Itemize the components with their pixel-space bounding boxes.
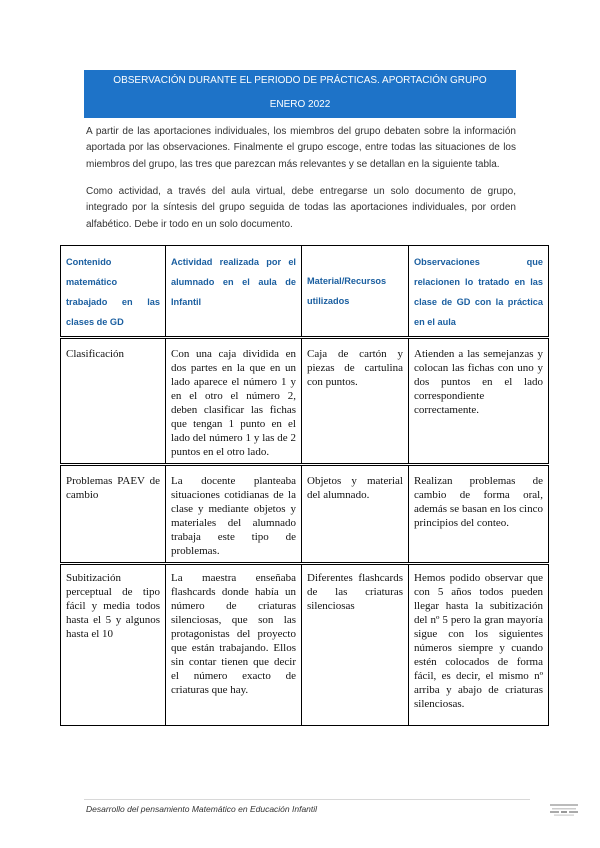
- table-cell: Objetos y material del alumnado.: [302, 465, 409, 564]
- table-cell: Con una caja dividida en dos partes en la que en un lado aparece el número 1 y en el otro el número 2, deben clasificar las fichas que tengan 1 punto en el lado del número 1 y las de 2 puntos en el otro lado.: [166, 338, 302, 465]
- footer-text: Desarrollo del pensamiento Matemático en Educación Infantil: [86, 804, 318, 814]
- footer-divider: [84, 799, 530, 800]
- table-cell: La maestra enseñaba flashcards donde había un número de criaturas silenciosas, que son las protagonistas del proyecto que están trabajando. Ellos sin contar tienen que decir el número exacto de criaturas que hay.: [166, 564, 302, 726]
- table-row: [61, 465, 549, 564]
- intro-paragraph-1: A partir de las aportaciones individuales, los miembros del grupo debaten sobre la información aportada por las observaciones. Finalmente el grupo escoge, entre todas las situaciones de los miembros del grupo, las tres que parezcan más relevantes y se detallan en la siguiente tabla.: [86, 126, 516, 170]
- intro-paragraph-2: Como actividad, a través del aula virtual, debe entregarse un solo documento de grupo, integrado por la síntesis del grupo seguida de todas las aportaciones individuales, por orden alfabético. Debe ir todo en un solo documento.: [86, 186, 516, 230]
- header-cell-material: Material/Recursos utilizados: [302, 246, 409, 338]
- table-row: [61, 564, 549, 726]
- header-title: OBSERVACIÓN DURANTE EL PERIODO DE PRÁCTICAS. APORTACIÓN GRUPO: [113, 75, 487, 86]
- table-cell: Caja de cartón y piezas de cartulina con puntos.: [302, 338, 409, 465]
- table-cell: Problemas PAEV de cambio: [61, 465, 166, 564]
- header-cell-content: Contenido matemático trabajado en las clases de GD: [61, 246, 166, 338]
- table-cell: Clasificación: [61, 338, 166, 465]
- table-cell: La docente planteaba situaciones cotidianas de la clase y mediante objetos y materiales del alumnado trabaja este tipo de problemas.: [166, 465, 302, 564]
- table-cell: Atienden a las semejanzas y colocan las fichas con uno y dos puntos en el lado correspondiente correctamente.: [409, 338, 549, 465]
- table-row: [61, 338, 549, 465]
- table-header-row: [61, 246, 549, 338]
- header-cell-activity: Actividad realizada por el alumnado en el aula de Infantil: [166, 246, 302, 338]
- table-cell: Hemos podido observar que con 5 años todos pueden llegar hasta la subitización del nº 5 pero la gran mayoría sigue con los siguientes números siempre y cuando estén colocados de forma fácil, es decir, el mismo nº arriba y abajo de criaturas silenciosas.: [409, 564, 549, 726]
- header-cell-observations: Observaciones que relacionen lo tratado en las clase de GD con la práctica en el aula: [409, 246, 549, 338]
- table-cell: Diferentes flashcards de las criaturas silenciosas: [302, 564, 409, 726]
- university-logo-icon: [548, 803, 580, 817]
- header-banner: [84, 70, 516, 118]
- header-date: ENERO 2022: [269, 99, 331, 110]
- table-cell: Subitización perceptual de tipo fácil y media todos hasta el 5 y algunos hasta el 10: [61, 564, 166, 726]
- table-cell: Realizan problemas de cambio de forma oral, además se basan en los cinco principios del conteo.: [409, 465, 549, 564]
- observation-table: [60, 245, 549, 726]
